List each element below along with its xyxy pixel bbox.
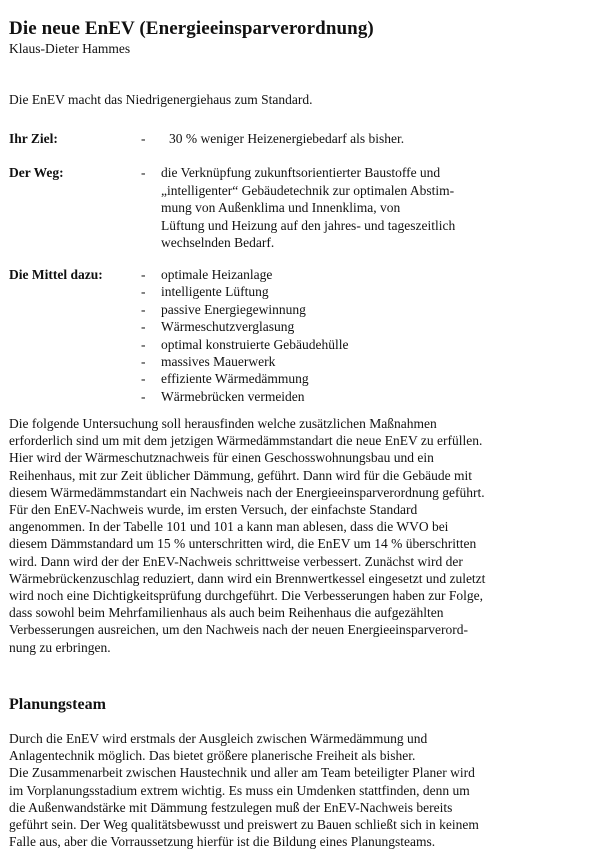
paragraph-line: diesem Dämmstandard um 15 % unterschritten wird, die EnEV um 14 % überschritten <box>9 536 477 552</box>
goal-dash: - <box>141 131 146 146</box>
way-text <box>161 164 561 252</box>
list-item <box>141 301 541 318</box>
paragraph-line: wird. Dann wird der der EnEV-Nachweis schrittweise verbessert. Zunächst wird der <box>9 553 463 569</box>
list-item-text: effiziente Wärmedämmung <box>161 371 309 387</box>
list-item <box>141 283 541 300</box>
list-item-text: passive Energiegewinnung <box>161 301 306 317</box>
means-list <box>141 266 541 405</box>
section-heading-planungsteam: Planungsteam <box>9 696 106 713</box>
means-label: Die Mittel dazu: <box>9 267 103 282</box>
list-dash: - <box>141 267 146 282</box>
intro-sentence: Die EnEV macht das Niedrigenergiehaus zum Standard. <box>9 92 313 107</box>
list-dash: - <box>141 301 146 317</box>
list-item-text: Wärmeschutzverglasung <box>161 319 295 335</box>
body-paragraph-investigation <box>9 415 589 656</box>
way-line: „intelligenter“ Gebäudetechnik zur optimalen Abstim- <box>161 182 455 198</box>
list-item-text: intelligente Lüftung <box>161 284 269 300</box>
list-item <box>141 318 541 335</box>
paragraph-line: Die folgende Untersuchung soll herausfinden welche zusätzlichen Maßnahmen <box>9 416 437 431</box>
list-item <box>141 353 541 370</box>
list-dash: - <box>141 388 146 404</box>
goal-text: 30 % weniger Heizenergiebedarf als bisher. <box>169 131 405 146</box>
paragraph-line: dass sowohl beim Mehrfamilienhaus als auch beim Reihenhaus die aufgezählten <box>9 605 444 621</box>
list-item <box>141 388 541 405</box>
paragraph-line: wird noch eine Dichtigkeitsprüfung durchgeführt. Die Verbesserungen haben zur Folge, <box>9 588 483 604</box>
paragraph-line: die Außenwandstärke mit Dämmung festzulegen muß der EnEV-Nachweis bereits <box>9 799 453 815</box>
document-title: Die neue EnEV (Energieeinsparverordnung) <box>9 18 374 39</box>
paragraph-line: Die Zusammenarbeit zwischen Haustechnik und aller am Team beteiligter Planer wird <box>9 765 475 781</box>
way-dash: - <box>141 165 146 180</box>
paragraph-line: Hier wird der Wärmeschutznachweis für einen Geschosswohnungsbau und ein <box>9 450 434 466</box>
list-item <box>141 370 541 387</box>
paragraph-line: Für den EnEV-Nachweis wurde, im ersten Versuch, der einfachste Standard <box>9 502 418 518</box>
list-item <box>141 336 541 353</box>
list-dash: - <box>141 353 146 369</box>
paragraph-line: geführt sein. Der Weg qualitätsbewusst und preiswert zu Bauen schließt sich in keinem <box>9 817 479 833</box>
list-item-text: optimal konstruierte Gebäudehülle <box>161 336 349 352</box>
paragraph-line: im Vorplanungsstadium extrem wichtig. Es muss ein Umdenken stattfinden, denn um <box>9 782 470 798</box>
way-line: mung von Außenklima und Innenklima, von <box>161 200 401 215</box>
way-label: Der Weg: <box>9 165 64 180</box>
list-item-text: Wärmebrücken vermeiden <box>161 388 305 404</box>
list-item-text: optimale Heizanlage <box>161 267 273 282</box>
list-item <box>141 266 541 283</box>
list-dash: - <box>141 371 146 387</box>
goal-label: Ihr Ziel: <box>9 131 58 146</box>
paragraph-line: diesem Wärmedämmstandart ein Nachweis nach der Energieeinsparverordnung geführt. <box>9 484 485 500</box>
paragraph-line: erforderlich sind um mit dem jetzigen Wärmedämmstandart die neue EnEV zu erfüllen. <box>9 433 483 449</box>
paragraph-line: Anlagentechnik möglich. Das bietet größere planerische Freiheit als bisher. <box>9 748 416 764</box>
list-dash: - <box>141 319 146 335</box>
paragraph-line: angenommen. In der Tabelle 101 und 101 a kann man ablesen, dass die WVO bei <box>9 519 449 535</box>
list-dash: - <box>141 336 146 352</box>
paragraph-line: Falle aus, aber die Vorraussetzung hierfür ist die Bildung eines Planungsteams. <box>9 834 436 850</box>
author-name: Klaus-Dieter Hammes <box>9 41 131 56</box>
way-line: wechselnden Bedarf. <box>161 235 275 250</box>
paragraph-line: Reihenhaus, mit zur Zeit üblicher Dämmung, geführt. Dann wird für die Gebäude mit <box>9 467 472 483</box>
paragraph-line: Durch die EnEV wird erstmals der Ausgleich zwischen Wärmedämmung und <box>9 731 428 746</box>
paragraph-line: nung zu erbringen. <box>9 639 111 655</box>
way-line: die Verknüpfung zukunftsorientierter Baustoffe und <box>161 165 441 180</box>
paragraph-line: Verbesserungen ausreichen, um den Nachweis nach der neuen Energieeinsparverord- <box>9 622 468 638</box>
paragraph-line: Wärmebrückenzuschlag reduziert, dann wird ein Brennwertkessel eingesetzt und zuletzt <box>9 570 486 586</box>
list-item-text: massives Mauerwerk <box>161 353 276 369</box>
list-dash: - <box>141 284 146 300</box>
body-paragraph-planungsteam <box>9 730 589 850</box>
way-line: Lüftung und Heizung auf den jahres- und tageszeitlich <box>161 217 456 233</box>
